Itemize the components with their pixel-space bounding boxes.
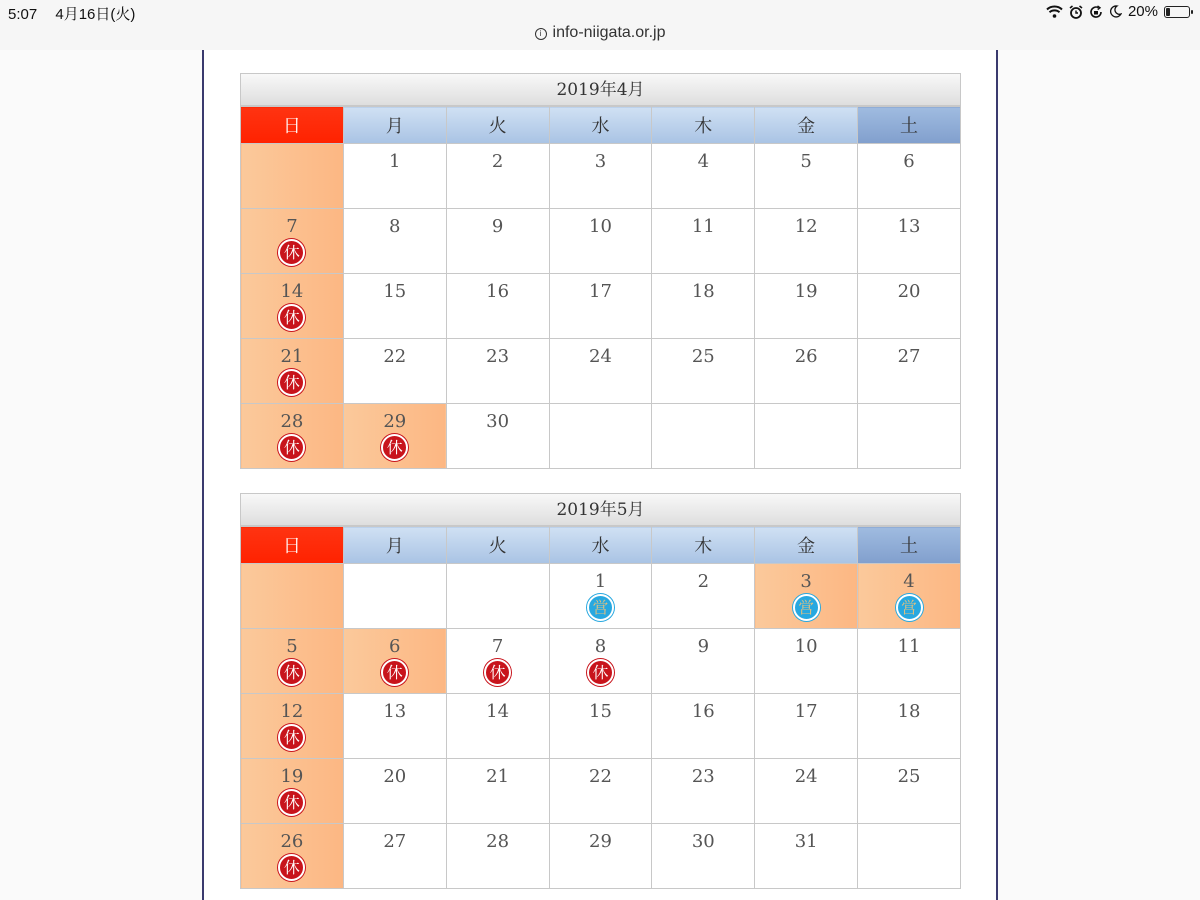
weekday-label: 土 bbox=[858, 107, 961, 144]
day-cell[interactable] bbox=[241, 274, 344, 339]
address-bar[interactable] bbox=[0, 24, 1200, 50]
info-icon[interactable]: i bbox=[535, 28, 547, 40]
week-row bbox=[241, 274, 961, 339]
day-number: 6 bbox=[389, 636, 401, 657]
day-cell[interactable] bbox=[241, 824, 344, 889]
day-cell[interactable] bbox=[858, 694, 961, 759]
day-number: 26 bbox=[794, 346, 818, 367]
day-cell[interactable] bbox=[343, 694, 446, 759]
weekday-label: 木 bbox=[652, 527, 755, 564]
day-number: 30 bbox=[691, 831, 715, 852]
weekday-header bbox=[241, 527, 961, 564]
weekday-label: 土 bbox=[858, 527, 961, 564]
day-cell[interactable] bbox=[755, 824, 858, 889]
day-number: 31 bbox=[794, 831, 818, 852]
day-cell bbox=[755, 404, 858, 469]
week-row bbox=[241, 824, 961, 889]
battery-icon bbox=[1164, 6, 1190, 18]
battery-percent: 20% bbox=[1127, 3, 1158, 20]
day-cell[interactable] bbox=[343, 144, 446, 209]
day-number: 12 bbox=[280, 701, 304, 722]
closed-badge-icon: 休 bbox=[484, 659, 511, 686]
status-bar bbox=[0, 0, 1200, 24]
day-number: 19 bbox=[280, 766, 304, 787]
weekday-label: 木 bbox=[652, 107, 755, 144]
day-cell[interactable] bbox=[858, 564, 961, 629]
day-cell[interactable] bbox=[549, 144, 652, 209]
day-number: 2 bbox=[491, 151, 504, 172]
closed-badge-icon: 休 bbox=[278, 659, 305, 686]
day-number: 20 bbox=[897, 281, 921, 302]
closed-badge-icon: 休 bbox=[381, 434, 408, 461]
day-cell bbox=[549, 404, 652, 469]
day-cell[interactable] bbox=[858, 209, 961, 274]
closed-badge-icon: 休 bbox=[278, 854, 305, 881]
day-cell bbox=[858, 824, 961, 889]
week-row bbox=[241, 694, 961, 759]
day-cell[interactable] bbox=[549, 824, 652, 889]
day-cell[interactable] bbox=[343, 274, 446, 339]
open-badge-icon: 営 bbox=[587, 594, 614, 621]
alarm-icon bbox=[1069, 5, 1083, 19]
day-number: 24 bbox=[794, 766, 818, 787]
day-number: 22 bbox=[589, 766, 612, 787]
day-number: 9 bbox=[697, 636, 710, 657]
status-time: 5:07 bbox=[8, 6, 38, 23]
day-number: 13 bbox=[383, 701, 407, 722]
day-cell[interactable] bbox=[755, 694, 858, 759]
day-number: 10 bbox=[589, 216, 612, 237]
day-cell[interactable] bbox=[343, 209, 446, 274]
day-cell bbox=[446, 564, 549, 629]
day-number: 3 bbox=[594, 151, 607, 172]
week-row bbox=[241, 564, 961, 629]
day-cell[interactable] bbox=[755, 339, 858, 404]
day-number: 14 bbox=[486, 701, 510, 722]
day-number: 22 bbox=[383, 346, 407, 367]
closed-badge-icon: 休 bbox=[587, 659, 614, 686]
week-row bbox=[241, 629, 961, 694]
day-number: 16 bbox=[486, 281, 510, 302]
day-number: 7 bbox=[491, 636, 504, 657]
week-row bbox=[241, 339, 961, 404]
calendar-april bbox=[240, 73, 961, 469]
day-cell[interactable] bbox=[446, 824, 549, 889]
day-cell[interactable] bbox=[241, 629, 344, 694]
day-cell[interactable] bbox=[755, 629, 858, 694]
day-cell bbox=[858, 404, 961, 469]
day-cell[interactable] bbox=[446, 144, 549, 209]
day-number: 3 bbox=[800, 571, 812, 592]
open-badge-icon: 営 bbox=[793, 594, 820, 621]
day-number: 15 bbox=[589, 701, 612, 722]
day-cell[interactable] bbox=[652, 824, 755, 889]
day-number: 2 bbox=[697, 571, 710, 592]
day-cell[interactable] bbox=[755, 209, 858, 274]
weekday-header bbox=[241, 107, 961, 144]
day-cell[interactable] bbox=[343, 824, 446, 889]
day-cell[interactable] bbox=[549, 694, 652, 759]
day-cell[interactable] bbox=[755, 144, 858, 209]
day-cell bbox=[241, 144, 344, 209]
day-number: 9 bbox=[491, 216, 504, 237]
day-number: 18 bbox=[691, 281, 715, 302]
closed-badge-icon: 休 bbox=[278, 239, 305, 266]
day-cell[interactable] bbox=[343, 629, 446, 694]
day-number: 8 bbox=[594, 636, 607, 657]
day-cell[interactable] bbox=[446, 629, 549, 694]
day-cell[interactable] bbox=[241, 339, 344, 404]
day-number: 21 bbox=[280, 346, 304, 367]
day-cell[interactable] bbox=[549, 759, 652, 824]
day-cell[interactable] bbox=[343, 759, 446, 824]
weekday-label: 月 bbox=[343, 107, 446, 144]
day-number: 7 bbox=[286, 216, 298, 237]
day-cell[interactable] bbox=[755, 564, 858, 629]
day-number: 23 bbox=[486, 346, 510, 367]
closed-badge-icon: 休 bbox=[278, 724, 305, 751]
weekday-label: 水 bbox=[549, 107, 652, 144]
week-row bbox=[241, 209, 961, 274]
day-cell[interactable] bbox=[343, 404, 446, 469]
day-cell[interactable] bbox=[652, 564, 755, 629]
closed-badge-icon: 休 bbox=[278, 304, 305, 331]
day-cell[interactable] bbox=[755, 274, 858, 339]
day-cell[interactable] bbox=[446, 404, 549, 469]
day-number: 20 bbox=[383, 766, 407, 787]
closed-badge-icon: 休 bbox=[278, 789, 305, 816]
day-cell[interactable] bbox=[446, 339, 549, 404]
weekday-label: 日 bbox=[241, 107, 344, 144]
open-badge-icon: 営 bbox=[896, 594, 923, 621]
day-number: 29 bbox=[383, 411, 407, 432]
day-cell bbox=[343, 564, 446, 629]
day-cell[interactable] bbox=[446, 759, 549, 824]
day-number: 17 bbox=[589, 281, 612, 302]
day-number: 28 bbox=[280, 411, 304, 432]
day-number: 4 bbox=[697, 151, 710, 172]
day-number: 12 bbox=[794, 216, 818, 237]
moon-icon bbox=[1109, 5, 1122, 18]
closed-badge-icon: 休 bbox=[278, 369, 305, 396]
day-cell[interactable] bbox=[652, 759, 755, 824]
day-cell[interactable] bbox=[446, 209, 549, 274]
day-cell[interactable] bbox=[858, 759, 961, 824]
day-cell[interactable] bbox=[652, 209, 755, 274]
url-text[interactable]: info-niigata.or.jp bbox=[552, 24, 666, 41]
day-cell[interactable] bbox=[549, 564, 652, 629]
weekday-label: 水 bbox=[549, 527, 652, 564]
week-row bbox=[241, 144, 961, 209]
day-cell[interactable] bbox=[652, 694, 755, 759]
day-number: 25 bbox=[691, 346, 715, 367]
day-number: 11 bbox=[897, 636, 921, 657]
closed-badge-icon: 休 bbox=[278, 434, 305, 461]
day-number: 23 bbox=[691, 766, 715, 787]
day-number: 11 bbox=[691, 216, 715, 237]
day-number: 18 bbox=[897, 701, 921, 722]
month-title: 2019年4月 bbox=[240, 73, 961, 106]
weekday-label: 金 bbox=[755, 107, 858, 144]
rotation-lock-icon bbox=[1089, 5, 1103, 19]
day-number: 14 bbox=[280, 281, 304, 302]
weekday-label: 火 bbox=[446, 527, 549, 564]
weekday-label: 月 bbox=[343, 527, 446, 564]
day-number: 5 bbox=[800, 151, 812, 172]
day-number: 19 bbox=[794, 281, 818, 302]
day-number: 17 bbox=[794, 701, 818, 722]
day-cell[interactable] bbox=[241, 209, 344, 274]
month-grid bbox=[240, 106, 961, 469]
day-number: 27 bbox=[383, 831, 407, 852]
day-number: 6 bbox=[903, 151, 915, 172]
week-row bbox=[241, 759, 961, 824]
day-number: 1 bbox=[594, 571, 607, 592]
day-cell[interactable] bbox=[858, 629, 961, 694]
day-number: 26 bbox=[280, 831, 304, 852]
day-cell[interactable] bbox=[241, 404, 344, 469]
closed-badge-icon: 休 bbox=[381, 659, 408, 686]
day-number: 27 bbox=[897, 346, 921, 367]
day-cell[interactable] bbox=[446, 694, 549, 759]
day-number: 29 bbox=[589, 831, 612, 852]
day-number: 4 bbox=[903, 571, 915, 592]
day-cell[interactable] bbox=[241, 694, 344, 759]
day-cell[interactable] bbox=[652, 629, 755, 694]
day-number: 15 bbox=[383, 281, 407, 302]
page-frame-right bbox=[996, 50, 998, 900]
day-cell[interactable] bbox=[549, 629, 652, 694]
day-cell[interactable] bbox=[241, 759, 344, 824]
status-date: 4月16日(火) bbox=[55, 6, 136, 23]
day-number: 25 bbox=[897, 766, 921, 787]
month-title: 2019年5月 bbox=[240, 493, 961, 526]
day-number: 21 bbox=[486, 766, 510, 787]
day-number: 5 bbox=[286, 636, 298, 657]
day-number: 1 bbox=[389, 151, 401, 172]
day-number: 13 bbox=[897, 216, 921, 237]
day-cell[interactable] bbox=[652, 144, 755, 209]
calendar-may bbox=[240, 493, 961, 889]
day-cell[interactable] bbox=[343, 339, 446, 404]
day-number: 30 bbox=[486, 411, 510, 432]
day-cell[interactable] bbox=[549, 339, 652, 404]
day-cell[interactable] bbox=[652, 274, 755, 339]
day-cell[interactable] bbox=[446, 274, 549, 339]
day-cell[interactable] bbox=[652, 339, 755, 404]
day-cell[interactable] bbox=[858, 144, 961, 209]
week-row bbox=[241, 404, 961, 469]
day-number: 28 bbox=[486, 831, 510, 852]
day-cell[interactable] bbox=[858, 274, 961, 339]
month-grid bbox=[240, 526, 961, 889]
wifi-icon bbox=[1046, 5, 1063, 18]
day-number: 10 bbox=[794, 636, 818, 657]
day-cell bbox=[652, 404, 755, 469]
day-cell[interactable] bbox=[549, 274, 652, 339]
day-number: 8 bbox=[389, 216, 401, 237]
day-cell[interactable] bbox=[755, 759, 858, 824]
day-cell bbox=[241, 564, 344, 629]
weekday-label: 金 bbox=[755, 527, 858, 564]
day-cell[interactable] bbox=[549, 209, 652, 274]
weekday-label: 火 bbox=[446, 107, 549, 144]
day-cell[interactable] bbox=[858, 339, 961, 404]
day-number: 16 bbox=[691, 701, 715, 722]
day-number: 24 bbox=[589, 346, 612, 367]
weekday-label: 日 bbox=[241, 527, 344, 564]
